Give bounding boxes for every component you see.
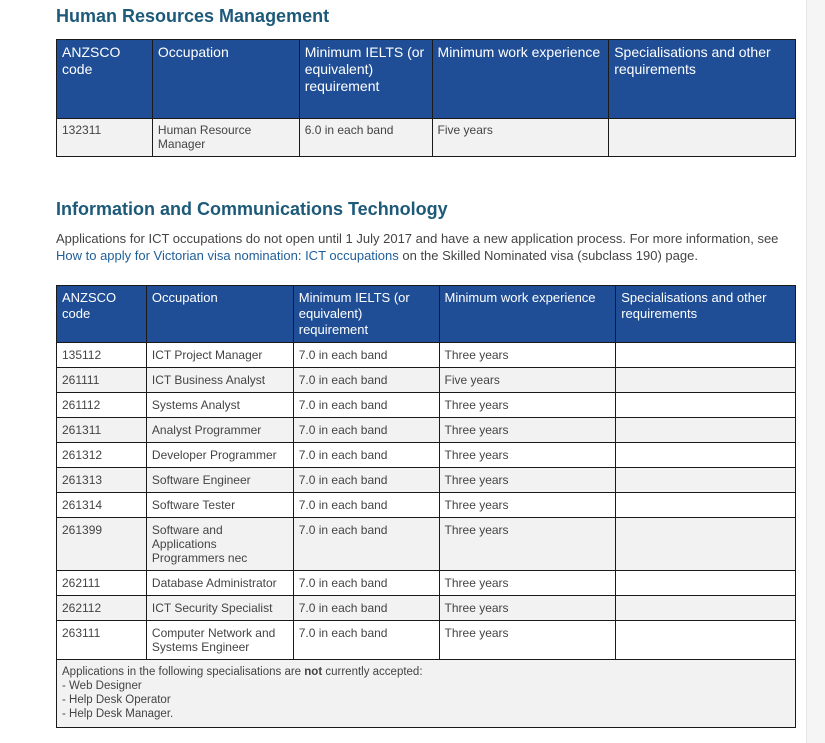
column-header-occupation: Occupation: [146, 286, 293, 343]
cell-ielts: 7.0 in each band: [293, 368, 439, 393]
table-row: [57, 621, 796, 660]
column-header-specialisations: Specialisations and other requirements: [616, 286, 796, 343]
cell-code: 261112: [57, 393, 147, 418]
column-header-ielts: Minimum IELTS (or equivalent) requirement: [299, 40, 432, 119]
cell-ielts: 7.0 in each band: [293, 621, 439, 660]
cell-experience: Five years: [439, 368, 616, 393]
cell-code: 263111: [57, 621, 147, 660]
table-header-row: [57, 286, 796, 343]
cell-ielts: 7.0 in each band: [293, 343, 439, 368]
cell-ielts: 6.0 in each band: [299, 119, 432, 157]
table-row: [57, 343, 796, 368]
cell-experience: Three years: [439, 493, 616, 518]
cell-occupation: Software Tester: [146, 493, 293, 518]
column-header-code: ANZSCO code: [57, 40, 153, 119]
cell-ielts: 7.0 in each band: [293, 493, 439, 518]
cell-ielts: 7.0 in each band: [293, 443, 439, 468]
cell-specialisations: [616, 443, 796, 468]
cell-code: 261311: [57, 418, 147, 443]
cell-occupation: Computer Network and Systems Engineer: [146, 621, 293, 660]
cell-occupation: Software and Applications Programmers nec: [146, 518, 293, 571]
cell-ielts: 7.0 in each band: [293, 418, 439, 443]
cell-experience: Three years: [439, 621, 616, 660]
how-to-apply-link[interactable]: How to apply for Victorian visa nomination: [56, 247, 298, 263]
table-row: [57, 443, 796, 468]
cell-specialisations: [616, 518, 796, 571]
intro-text: Applications for ICT occupations do not open until 1 July 2017 and have a new application process. For more information, see: [56, 231, 779, 246]
cell-experience: Three years: [439, 518, 616, 571]
note-item: - Help Desk Manager.: [62, 708, 174, 720]
note-item: - Help Desk Operator: [62, 694, 171, 706]
cell-occupation: Analyst Programmer: [146, 418, 293, 443]
cell-specialisations: [616, 368, 796, 393]
cell-experience: Five years: [432, 119, 609, 157]
table-row: [57, 368, 796, 393]
note-item: - Web Designer: [62, 680, 142, 692]
cell-code: 135112: [57, 343, 147, 368]
cell-experience: Three years: [439, 596, 616, 621]
section-title-hr: Human Resources Management: [56, 6, 330, 26]
cell-experience: Three years: [439, 571, 616, 596]
column-header-experience: Minimum work experience: [432, 40, 609, 119]
page-side-margin: [806, 0, 825, 743]
cell-specialisations: [616, 596, 796, 621]
cell-ielts: 7.0 in each band: [293, 468, 439, 493]
note-emphasis: not: [304, 666, 323, 678]
cell-code: 262112: [57, 596, 147, 621]
column-header-code: ANZSCO code: [57, 286, 147, 343]
table-row: [57, 418, 796, 443]
cell-code: 262111: [57, 571, 147, 596]
cell-specialisations: [616, 393, 796, 418]
section-title-ict: Information and Communications Technology: [56, 199, 448, 219]
cell-ielts: 7.0 in each band: [293, 571, 439, 596]
cell-occupation: Human Resource Manager: [152, 119, 299, 157]
table-row: [57, 493, 796, 518]
cell-specialisations: [616, 571, 796, 596]
column-header-ielts: Minimum IELTS (or equivalent) requirement: [293, 286, 439, 343]
ict-occupation-table: [56, 285, 796, 728]
cell-ielts: 7.0 in each band: [293, 596, 439, 621]
cell-code: 132311: [57, 119, 153, 157]
cell-specialisations: [616, 418, 796, 443]
cell-specialisations: [616, 468, 796, 493]
cell-occupation: Systems Analyst: [146, 393, 293, 418]
cell-experience: Three years: [439, 418, 616, 443]
specialisations-note: [57, 660, 796, 728]
note-lead-end: currently accepted:: [322, 666, 423, 678]
table-row: [57, 596, 796, 621]
intro-separator: :: [297, 247, 306, 263]
cell-occupation: ICT Project Manager: [146, 343, 293, 368]
note-lead-text: Applications in the following specialisations are: [62, 666, 305, 678]
table-header-row: [57, 40, 796, 119]
table-note-row: [57, 660, 796, 728]
cell-specialisations: [616, 343, 796, 368]
column-header-experience: Minimum work experience: [439, 286, 616, 343]
cell-code: 261314: [57, 493, 147, 518]
cell-code: 261313: [57, 468, 147, 493]
cell-occupation: Developer Programmer: [146, 443, 293, 468]
column-header-specialisations: Specialisations and other requirements: [609, 40, 796, 119]
table-row: [57, 393, 796, 418]
cell-occupation: Database Administrator: [146, 571, 293, 596]
table-row: [57, 119, 796, 157]
cell-ielts: 7.0 in each band: [293, 393, 439, 418]
cell-experience: Three years: [439, 443, 616, 468]
ict-occupations-link[interactable]: ICT occupations: [305, 247, 399, 263]
cell-code: 261399: [57, 518, 147, 571]
hr-occupation-table: [56, 39, 796, 157]
cell-experience: Three years: [439, 468, 616, 493]
table-row: [57, 571, 796, 596]
cell-occupation: ICT Business Analyst: [146, 368, 293, 393]
ict-intro-paragraph: [56, 231, 796, 264]
cell-occupation: Software Engineer: [146, 468, 293, 493]
table-row: [57, 518, 796, 571]
cell-specialisations: [616, 493, 796, 518]
table-row: [57, 468, 796, 493]
cell-ielts: 7.0 in each band: [293, 518, 439, 571]
note-lead: [62, 665, 790, 679]
column-header-occupation: Occupation: [152, 40, 299, 119]
cell-code: 261312: [57, 443, 147, 468]
intro-text-end: on the Skilled Nominated visa (subclass 190) page.: [398, 247, 698, 263]
cell-specialisations: [616, 621, 796, 660]
cell-code: 261111: [57, 368, 147, 393]
cell-specialisations: [609, 119, 796, 157]
cell-experience: Three years: [439, 343, 616, 368]
cell-occupation: ICT Security Specialist: [146, 596, 293, 621]
cell-experience: Three years: [439, 393, 616, 418]
